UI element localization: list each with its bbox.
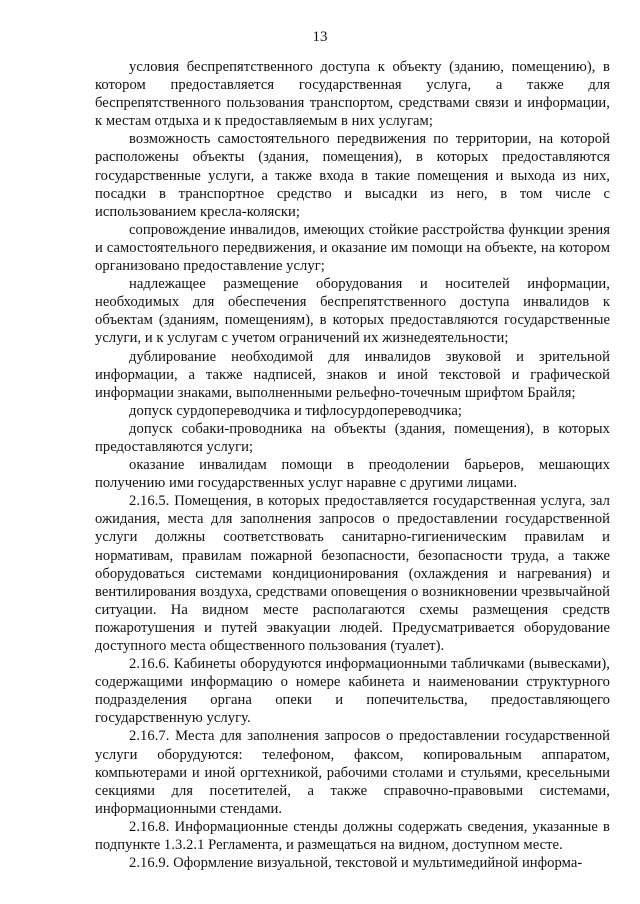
paragraph-information-duplication: дублирование необходимой для инвалидов звуковой и зрительной информации, а также надписей, знаков и иной текстовой и графической информации знаками, выполненными рельефно-точечным шрифтом Брайля;	[95, 348, 610, 401]
paragraph-2-16-8: 2.16.8. Информационные стенды должны содержать сведения, указанные в подпункте 1.3.2.1 Регламента, и размещаться на видном, доступном месте.	[95, 818, 610, 854]
paragraph-2-16-5: 2.16.5. Помещения, в которых предоставляется государственная услуга, зал ожидания, места для заполнения запросов о предоставлении государственной услуги должны соответствовать санитарно-гигиеническим правилам и нормативам, правилам пожарной безопасности, безопасности труда, а также оборудоваться системами кондиционирования (охлаждения и нагревания) и вентилирования воздуха, средствами оповещения о возникновении чрезвычайной ситуации. На видном месте располагаются схемы размещения средств пожаротушения и путей эвакуации людей. Предусматривается оборудование доступного места общественного пользования (туалет).	[95, 493, 610, 654]
paragraph-independent-movement: возможность самостоятельного передвижения по территории, на которой расположены объекты (здания, помещения), в которых предоставляются государственные услуги, а также входа в такие помещения и выхода из них, посадки в транспортное средство и высадки из него, в том числе с использованием кресла-коляски;	[95, 131, 610, 220]
paragraph-2-16-7: 2.16.7. Места для заполнения запросов о предоставлении государственной услуги оборудуются: телефоном, факсом, копировальным аппаратом, компьютерами и иной оргтехникой, рабочими столами и стульями, кресельными секциями для посетителей, а также справочно-правовыми системами, информационными стендами.	[95, 728, 610, 817]
paragraph-guide-dog: допуск собаки-проводника на объекты (здания, помещения), в которых предоставляются услуги;	[95, 420, 610, 455]
paragraph-escort-disabled: сопровождение инвалидов, имеющих стойкие расстройства функции зрения и самостоятельного передвижения, и оказание им помощи на объекте, на котором организовано предоставление услуг;	[95, 221, 610, 275]
paragraph-2-16-6: 2.16.6. Кабинеты оборудуются информационными табличками (вывесками), содержащими информацию о номере кабинета и наименовании структурного подразделения органа опеки и попечительства, предоставляющего государственную услугу.	[95, 656, 610, 727]
paragraph-sign-interpreter: допуск сурдопереводчика и тифлосурдопереводчика;	[129, 402, 462, 419]
paragraph-2-16-9: 2.16.9. Оформление визуальной, текстовой и мультимедийной информа-	[129, 855, 583, 872]
paragraph-accessibility-conditions: условия беспрепятственного доступа к объекту (зданию, помещению), в котором предоставляется государственная услуга, а также для беспрепятственного пользования транспортом, средствами связи и информации, к местам отдыха и к предоставляемым в них услугам;	[95, 59, 610, 130]
paragraph-equipment-placement: надлежащее размещение оборудования и носителей информации, необходимых для обеспечения беспрепятственного доступа инвалидов к объектам (зданиям, помещениям), в которых предоставляются государственные услуги, и к услугам с учетом ограничений их жизнедеятельности;	[95, 276, 610, 347]
paragraph-barrier-assistance: оказание инвалидам помощи в преодолении барьеров, мешающих получению ими государственных услуг наравне с другими лицами.	[95, 457, 610, 492]
page-number: 13	[312, 29, 328, 45]
document-body	[95, 58, 610, 872]
